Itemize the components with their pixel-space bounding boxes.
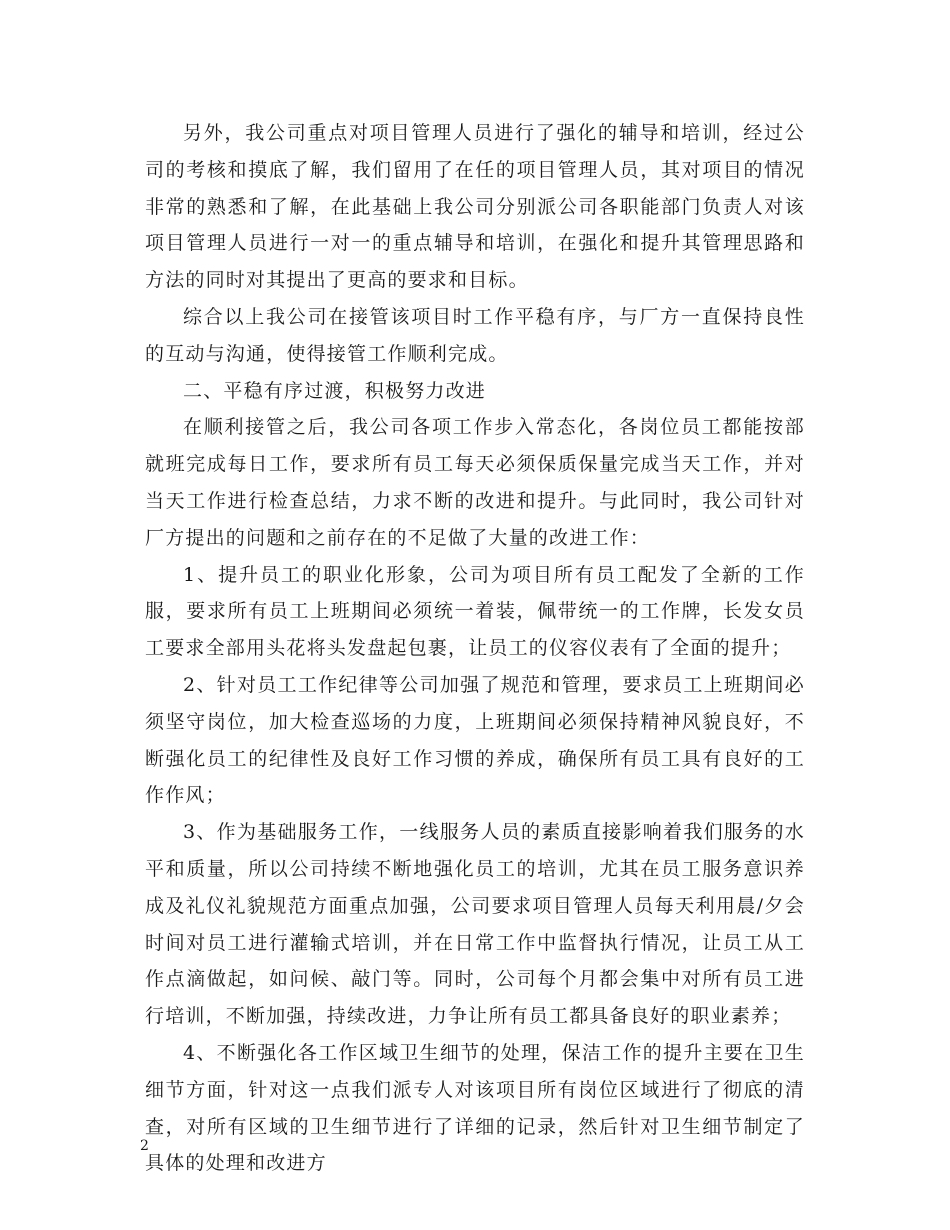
- paragraph-3: 在顺利接管之后，我公司各项工作步入常态化，各岗位员工都能按部就班完成每日工作，要求所有员工每天必须保质保量完成当天工作，并对当天工作进行检查总结，力求不断的改进和提升。与此同时，我公司针对厂方提出的问题和之前存在的不足做了大量的改进工作：: [145, 416, 805, 549]
- page-number: 2: [140, 1138, 149, 1154]
- list-item-2: 2、针对员工工作纪律等公司加强了规范和管理，要求员工上班期间必须坚守岗位，加大检查巡场的力度，上班期间必须保持精神风貌良好，不断强化员工的纪律性及良好工作习惯的养成，确保所有员工具有良好的工作作风；: [145, 673, 805, 807]
- list-item-3: 3、作为基础服务工作，一线服务人员的素质直接影响着我们服务的水平和质量，所以公司持续不断地强化员工的培训，尤其在员工服务意识养成及礼仪礼貌规范方面重点加强，公司要求项目管理人员每天利用晨/夕会时间对员工进行灌输式培训，并在日常工作中监督执行情况，让员工从工作点滴做起，如问候、敲门等。同时，公司每个月都会集中对所有员工进行培训，不断加强，持续改进，力争让所有员工都具备良好的职业素养；: [145, 821, 805, 1028]
- list-item-4: 4、不断强化各工作区域卫生细节的处理，保洁工作的提升主要在卫生细节方面，针对这一点我们派专人对该项目所有岗位区域进行了彻底的清查，对所有区域的卫生细节进行了详细的记录，然后针对卫生细节制定了具体的处理和改进方: [145, 1041, 805, 1175]
- paragraph-1: 另外，我公司重点对项目管理人员进行了强化的辅导和培训，经过公司的考核和摸底了解，我们留用了在任的项目管理人员，其对项目的情况非常的熟悉和了解，在此基础上我公司分别派公司各职能部门负责人对该项目管理人员进行一对一的重点辅导和培训，在强化和提升其管理思路和方法的同时对其提出了更高的要求和目标。: [145, 122, 805, 292]
- list-item-1: 1、提升员工的职业化形象，公司为项目所有员工配发了全新的工作服，要求所有员工上班期间必须统一着装，佩带统一的工作牌，长发女员工要求全部用头花将头发盘起包裹，让员工的仪容仪表有了全面的提升；: [145, 563, 805, 660]
- body-text: [145, 115, 805, 1182]
- section-heading: 二、平稳有序过渡，积极努力改进: [183, 379, 487, 402]
- paragraph-2: 综合以上我公司在接管该项目时工作平稳有序，与厂方一直保持良性的互动与沟通，使得接管工作顺利完成。: [145, 305, 805, 365]
